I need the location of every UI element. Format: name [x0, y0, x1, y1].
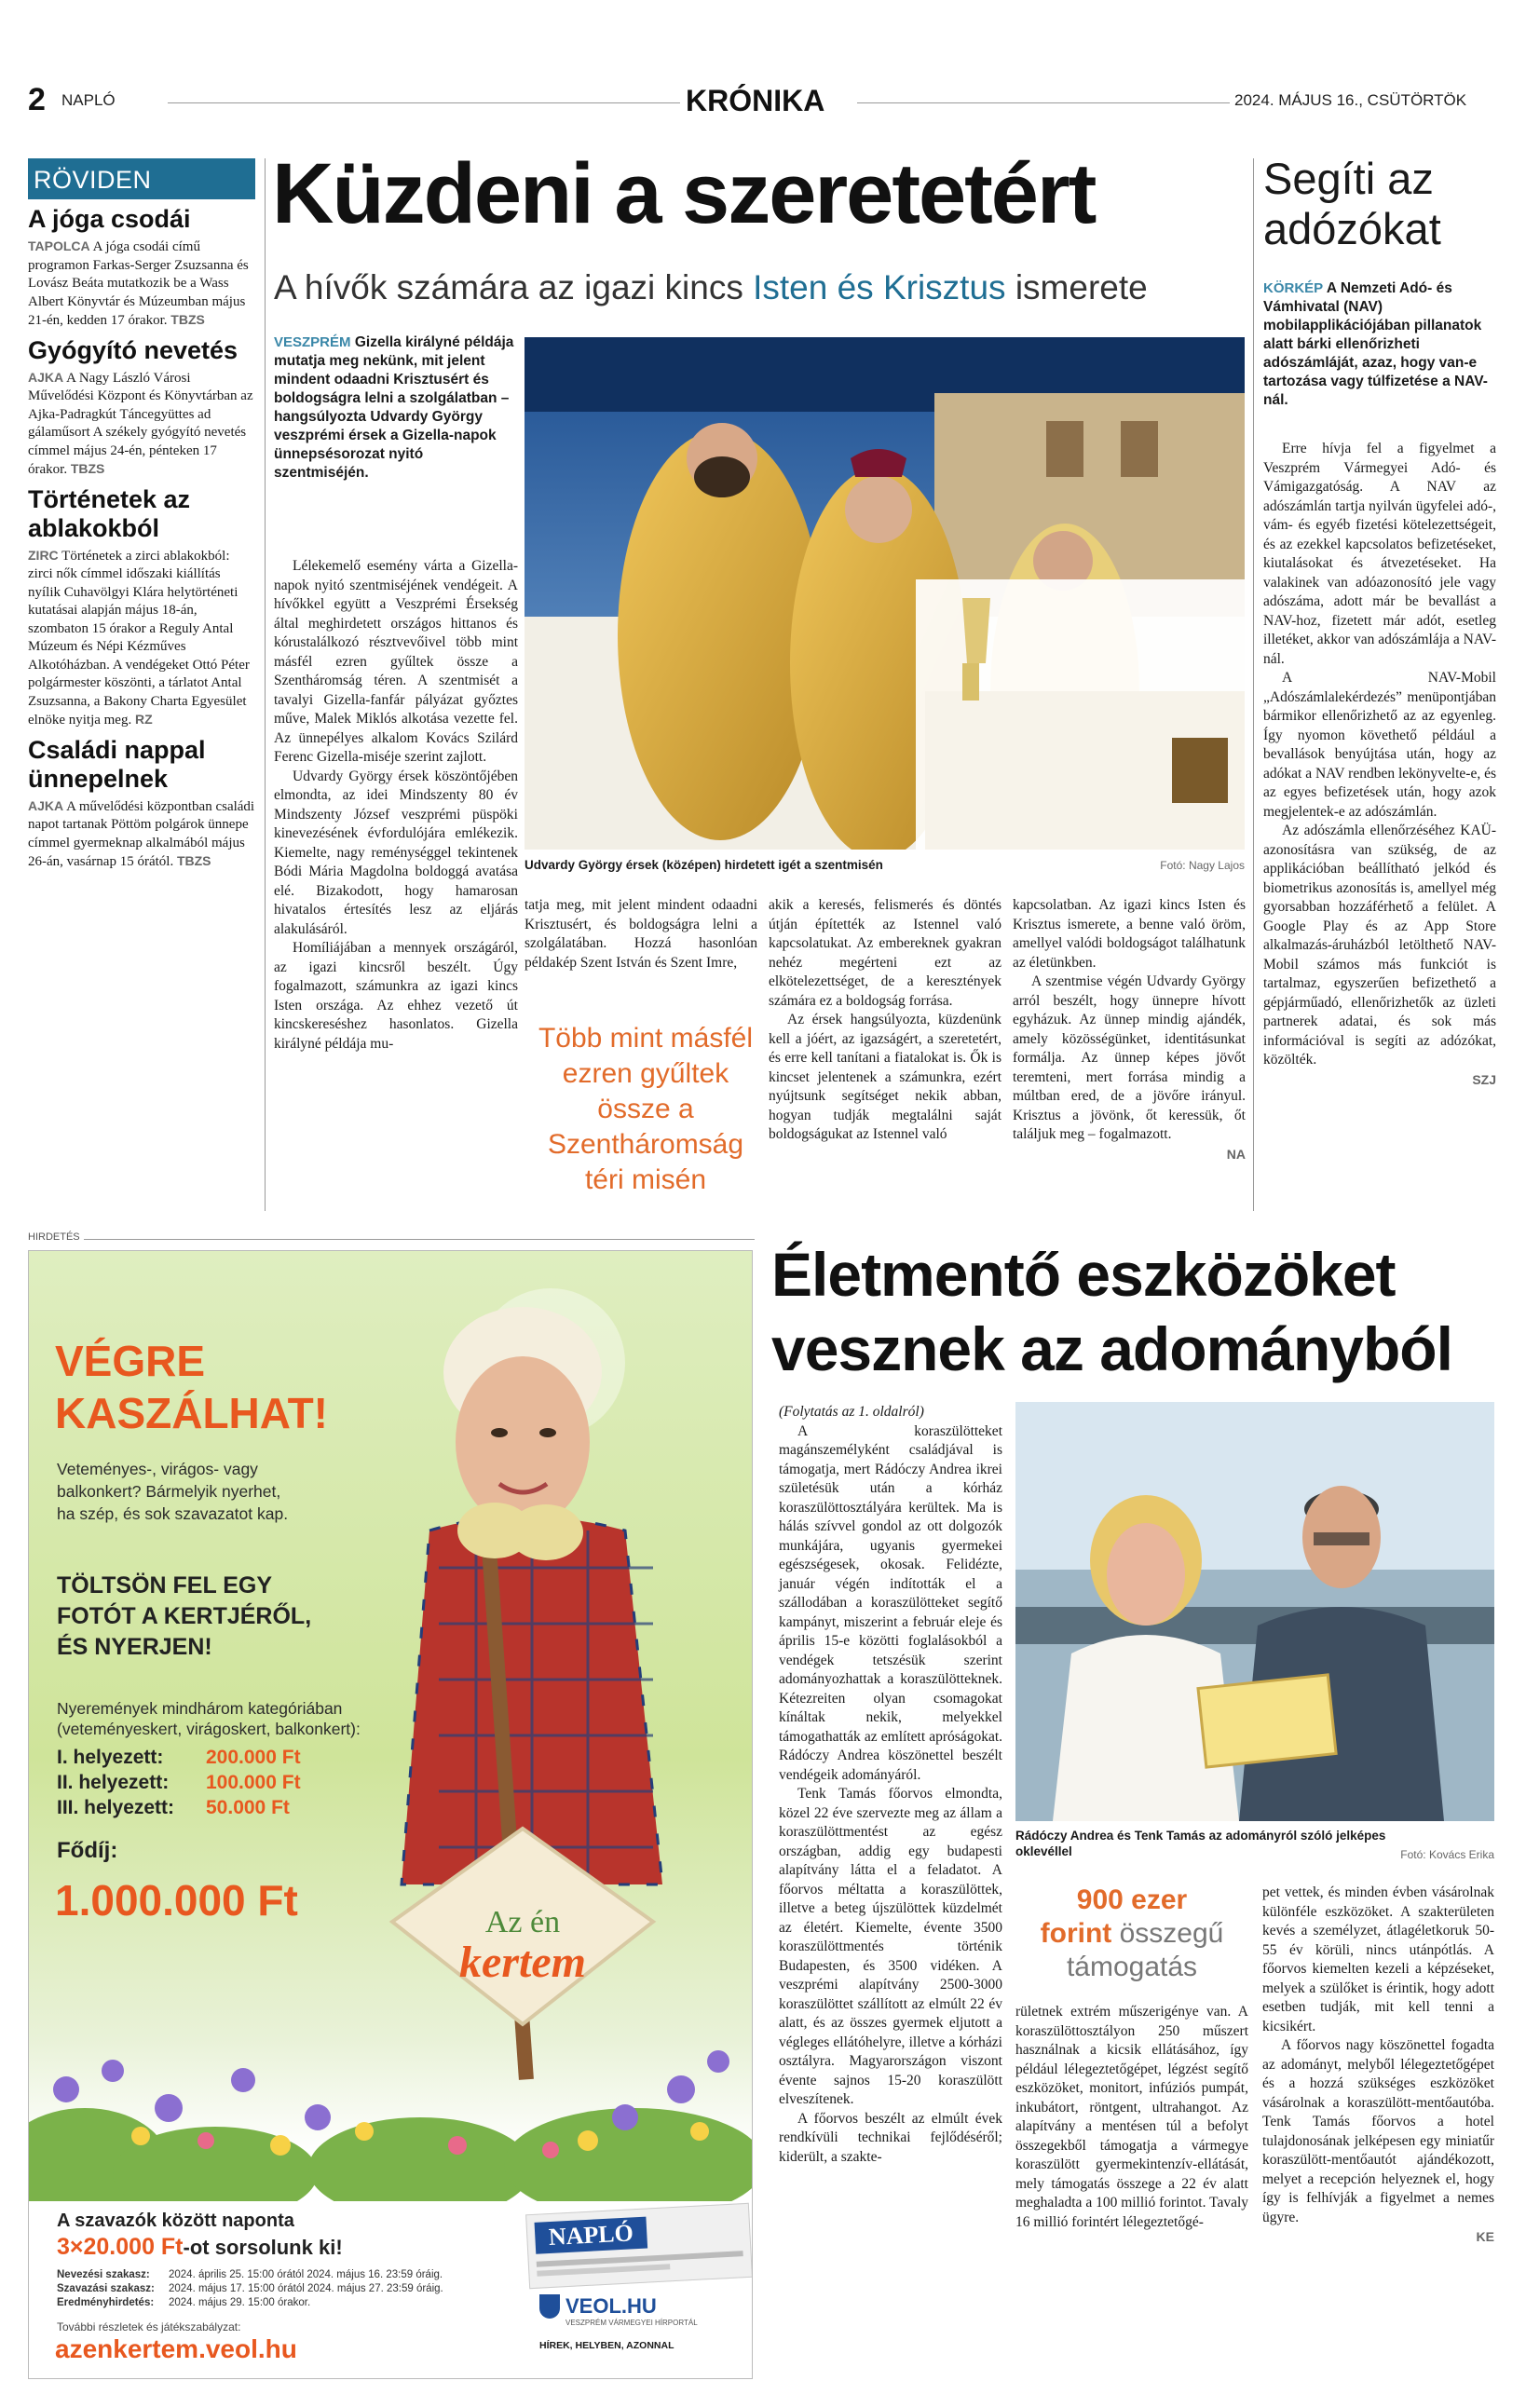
- napló-logo: NAPLÓ: [535, 2217, 648, 2254]
- brief-signature: RZ: [134, 712, 153, 727]
- paper-name: NAPLÓ: [61, 91, 116, 109]
- main-article-subtitle: A hívők számára az igazi kincs Isten és Krisztus ismerete: [274, 268, 1148, 306]
- ad-prize-row: II. helyezett: 100.000 Ft: [57, 1772, 301, 1793]
- second-article-title: Életmentő eszközöket vesznek az adományból: [771, 1240, 1452, 1383]
- veol-logo: VEOL.HU VESZPRÉM VÁRMEGYEI HÍRPORTÁL HÍREK, HELYBEN, AZONNAL: [539, 2294, 698, 2351]
- main-article-lead: VESZPRÉM Gizella királyné példája mutatja meg nekünk, mit jelent mindent odaadni Krisztusért és boldogságra lelni a szolgálatban – hangsúlyozta Udvardy György veszprémi érsek a Gizella-napok ünnepsésorozat nyitó szentmiséjén.: [274, 334, 514, 481]
- ad-newspaper-mock: [525, 2203, 753, 2289]
- brief-title: Történetek az ablakokból: [28, 484, 191, 542]
- brief-text: AJKA A Nagy László Városi Művelődési Központ és Könyvtárban az Ajka-Padragkút Táncegyüttes ad gálaműsort A székely gyógyító nevetés címmel május 24-én, pénteken 17 órakor. TBZS: [28, 369, 253, 477]
- main-article-col1: Lélekemelő esemény várta a Gizella-napok nyitó szentmiséjének vendégeit. A hívőkkel együtt a Veszprémi Érsekség által meghirdetett országos hittanos és kórustalálkozó résztvevőivel több mint másfél ezren gyűltek össze a Szentháromság téren. A szentmisét a tavalyi Gizella-fanfár pályázat győztes műve, Malek Miklós alkotása vezette fel. Az ünnepélyes alkalom Kovács Szilárd Ferenc Gizella-miséje szerint zajlott. Udvardy György érsek köszöntőjében elmondta, az idei Mindszenty 80 év Mindszenty József veszprémi püspöki kinevezésének évfordulójára emlékezik. Kiemelte, nagy reménységgel tekintenek Bódi Mária Magdolna boldoggá avatása elé. Bizakodott, hogy hamarosan hivatalos értesítés lesz az eljárás alakulásáról. Homíliájában a mennyek országáról, az igazi kincsről beszélt. Úgy fogalmazott, számunkra az igazi kincs Isten országa. Az ehhez vezető út kincskereséshez hasonlatos. Gizella királyné példája mu-: [274, 558, 518, 1052]
- mass-photo-credit: Fotó: Nagy Lajos: [1160, 859, 1245, 872]
- ad-label: HIRDETÉS: [28, 1231, 80, 1243]
- mass-photo-caption: Udvardy György érsek (középen) hirdetett igét a szentmisén: [525, 858, 883, 872]
- brief-signature: TBZS: [70, 461, 105, 476]
- donation-photo: [1015, 1402, 1494, 1821]
- ad-label-rule: [84, 1239, 755, 1240]
- page-number: 2: [28, 82, 46, 117]
- second-article-signature: KE: [1476, 2229, 1494, 2244]
- donation-pull-quote: 900 ezer forint összegű támogatás: [1040, 1884, 1224, 1982]
- ad-cta: TÖLTSÖN FEL EGY FOTÓT A KERTJÉRŐL, ÉS NYERJEN!: [57, 1572, 312, 1660]
- mass-photo-illustration: [525, 337, 1245, 850]
- ad-prizes-intro: Nyeremények mindhárom kategóriában (veteményeskert, virágoskert, balkonkert):: [57, 1699, 361, 1738]
- side-article-lead: KÖRKÉP A Nemzeti Adó- és Vámhivatal (NAV) mobilapplikációjában pillanatok alatt bárki ellenőrizheti adószámláját, azaz, hogy van-e tartozása vagy túlfizetése a NAV-nál.: [1263, 280, 1488, 408]
- side-article-signature: SZJ: [1472, 1071, 1496, 1087]
- ad-prize-list: [57, 1745, 429, 1820]
- side-divider: [1253, 158, 1254, 1211]
- brief-item: [28, 336, 255, 480]
- brief-title: Családi nappal ünnepelnek: [28, 735, 206, 793]
- shield-icon: [539, 2294, 560, 2319]
- brief-title: A jóga csodái: [28, 205, 191, 233]
- mass-photo: [525, 337, 1245, 850]
- ad-phase-row: Szavazási szakasz: 2024. május 17. 15:00 órától 2024. május 27. 23:59 óráig.: [57, 2283, 443, 2294]
- briefs-label: RÖVIDEN: [28, 158, 255, 199]
- brief-item: [28, 736, 255, 872]
- briefs-column: [28, 158, 255, 872]
- ad-sign: Az én kertem: [459, 1905, 586, 1987]
- ad-prize-row: I. helyezett: 200.000 Ft: [57, 1747, 301, 1768]
- second-article-col3: pet vettek, és minden évben vásárolnak különféle eszközöket. A szakterületen kevés a személyzet, átlagéletkoruk 50-55 év körüli, nincs utánpótlás. A főorvos kiemelten kezeli a képzéseket, melyek a szülőket is érintik, hogy adott esetben tudják, mit kell tenni a kicsikért. A főorvos nagy köszönettel fogadta az adományt, melyből lélegeztetőgépet és a hozzá szükséges eszközöket vásárolnak a koraszülött-mentőautóba. Tenk Tamás főorvos a hotel tulajdonosának jelképesen egy miniatűr koraszülött-mentőautót ajándékozott, melyet a recepción helyeznek el, hogy így is felhívják a figyelmet a nemes ügyre. KE: [1262, 1884, 1494, 2244]
- ad-headline: VÉGRE KASZÁLHAT!: [55, 1337, 328, 1437]
- brief-text: ZIRC Történetek a zirci ablakokból: zirci nők címmel időszaki kiállítás nyílik Cuhavölgyi Klára helytörténeti kutatásai alapján május 18-án, szombaton 15 órakor a Reguly Antal Múzeum és Népi Kézműves Alkotóházban. A vendégeket Ottó Péter polgármester köszönti, a tárlatot Antal Zsuzsanna, a Bakony Charta Egyesület elnöke nyitja meg. RZ: [28, 547, 250, 728]
- ad-daily-line: A szavazók között naponta: [57, 2211, 294, 2231]
- second-article-col1: (Folytatás az 1. oldalról) A koraszülötteket magánszemélyként családjával is támogatja, mert Rádóczy Andrea ikrei születésük után a kórház koraszülöttosztályára kerültek. Ma is hálás szívvel gondol az ott dolgozók munkájára, ugyanis gyermekei egészségesek, okosak. Felidézte, január végén indították el a szállodában a koraszülötteket segítő kampányt, miszerint a február eleje és április 15-e közötti foglalásokból a vendégek tetszésük szerint adományozhattak a koraszülötteknek. Kétezreiten olyan csomagokat kínáltak nekik, melyekkel támogathatták az említett apróságokat. Rádóczy Andrea köszönettel beszélt vendégeik adományáról. Tenk Tamás főorvos elmondta, közel 22 éve szervezte meg az állam a koraszülöttmentést az egész országban, addig egy budapesti alapítvány látta el a feladatot. A főorvos méltatta a koraszülöttek, illetve a beteg újszülöttek küzdelmét az életért. Kiemelte, évente 3500 koraszülöttmentés történik Budapesten, és 3500 vidéken. A veszprémi alapítvány 2500-3000 koraszülöttet szállított az elmúlt 22 év alatt, és az összes gyermek eljutott a végleges ellátóhelyre, illetve a kórházi osztályra. Magyarországon viszont évente sajnos 15-20 koraszülött elveszítenek. A főorvos beszélt az elmúlt évek rendkívüli technikai fejlődéséről; kiderült, a szakte-: [779, 1404, 1002, 2165]
- second-article-col2: rületnek extrém műszerigénye van. A koraszülöttosztályon 250 műszert használnak a kicsik ellátásához, így például lélegeztetőgépet, légzést segítő eszközöket, monitort, infúziós pumpát, inkubátort, röntgent, ultrahangot. Az alapítvány a mentésen túl a befolyt összegekből támogatja a vármegye koraszülött gyermekintenzív-ellátását, mely támogatás összege a 22 év alatt meghaladta a 100 millió forintot. Tavaly 16 millió forintért lélegeztetőgé-: [1015, 2004, 1249, 2230]
- brief-signature: TBZS: [176, 853, 211, 868]
- ad-phase-row: Eredményhirdetés: 2024. május 29. 15:00 órakor.: [57, 2297, 311, 2308]
- main-article-signature: NA: [1226, 1146, 1246, 1162]
- ad-more-info: További részletek és játékszabályzat:: [57, 2320, 241, 2333]
- ad-url[interactable]: azenkertem.veol.hu: [55, 2334, 297, 2363]
- main-article-col3: akik a keresés, felismerés és döntés útján építették az Istennel való kapcsolatukat. Az embereknek gyakran nehéz megérteni ezt az elkötelezettséget, de a keresztények számára ez a boldogság forrása. Az érsek hangsúlyozta, küzdenünk kell a jóért, az igazságért, a szeretetért, és erre kell tanítani a fiatalokat is. Ők is kincset jelentenek a számunkra, ezért nyújtsunk segítséget nekik abban, hogyan tudják megtalálni saját boldogságukat az Istennel való: [769, 897, 1001, 1142]
- section-title: KRÓNIKA: [686, 84, 825, 117]
- brief-item: [28, 205, 255, 331]
- ad-daily-prize: 3×20.000 Ft-ot sorsolunk ki!: [57, 2234, 343, 2260]
- issue-date: 2024. MÁJUS 16., CSÜTÖRTÖK: [1234, 91, 1467, 109]
- donation-photo-illustration: [1015, 1402, 1494, 1821]
- advertisement: [28, 1250, 753, 2379]
- brief-item: [28, 485, 255, 730]
- brief-text: AJKA A művelődési központban családi napot tartanak Pöttöm polgárok ünnepe címmel gyermeknap alkalmából május 26-án, vasárnap 15 órától. TBZS: [28, 797, 255, 869]
- ad-main-prize-amount: 1.000.000 Ft: [55, 1876, 298, 1925]
- header-rule-left: [168, 102, 680, 103]
- pull-quote: Több mint másfél ezren gyűltek össze a Szentháromság téri misén: [538, 1023, 754, 1195]
- ad-prize-row: III. helyezett: 50.000 Ft: [57, 1797, 290, 1818]
- brief-text: TAPOLCA A jóga csodái című programon Farkas-Serger Zsuzsanna és Lovász Beáta mutatkozik be a Wass Albert Könyvtár és Múzeumban május 21-én, kedden 17 órakor. TBZS: [28, 238, 249, 328]
- ad-intro: Veteményes-, virágos- vagy balkonkert? Bármelyik nyerhet, ha szép, és sok szavazatot kap.: [57, 1460, 289, 1523]
- main-article-col2: tatja meg, mit jelent mindent odaadni Krisztusért, és boldogságra lelni a szolgálatában. Hozzá hasonlóan példakép Szent István és Szent Imre,: [525, 897, 757, 971]
- donation-photo-credit: Fotó: Kovács Erika: [1400, 1848, 1494, 1861]
- side-article-title: Segíti az adózókat: [1263, 154, 1441, 253]
- header-rule-right: [857, 102, 1230, 103]
- ad-main-prize-label: Fődíj:: [57, 1838, 118, 1863]
- briefs-divider: [265, 158, 266, 1211]
- ad-phase-row: Nevezési szakasz: 2024. április 25. 15:00 órától 2024. május 16. 23:59 óráig.: [57, 2269, 443, 2280]
- side-article-body: Erre hívja fel a figyelmet a Veszprém Vármegyei Adó- és Vámigazgatóság. A NAV az adószámlán tartja nyilván ügyfelei adó-, vám- és egyéb fizetési kötelezettségeit, és az ezekkel kapcsolatos befizetéseket, kiutalásokat és átvezetéseket. Ha valakinek van adóazonosító jele vagy adószáma, adott már be bevallást a NAV-hoz, fizetett már adót, esetleg illetéket, akkor van adószámlája a NAV-nál. A NAV-Mobil „Adószámlalekérdezés” menüpontjában bármikor ellenőrizhető az az egyenleg. Így nyomon követhető például a bevallások benyújtása után, hogy az adókat a NAV rendben lekönyvelte-e, és az egyes befizetések után, hogy azok megjelentek-e az adószámlán. Az adószámla ellenőrzéséhez KAÜ-azonosításra van szükség, de az applikációban beállítható jelkód és biometrikus azonosítás is, amellyel még gyorsabban hozzáférhető a felület. A Google Play és az App Store alkalmazás-áruházból letölthető NAV-Mobil számos más funkciót is tartalmaz, egyszerűen befizethető a gépjárműadó, ellenőrizhetők az üzleti partnerek adatai, és sok más információval is segíti az adózókat, közölték. SZJ: [1263, 441, 1496, 1087]
- donation-photo-caption: Rádóczy Andrea és Tenk Tamás az adományról szóló jelképes oklevéllel: [1015, 1829, 1386, 1858]
- main-article-title: Küzdeni a szeretetért: [272, 146, 1096, 241]
- ad-phases: [57, 2268, 443, 2310]
- main-article-col4: kapcsolatban. Az igazi kincs Isten és Krisztus ismerete, a benne való öröm, amellyel valódi boldogságot találhatunk az életünkben. A szentmise végén Udvardy György arról beszélt, hogy ünnepre hívott egyházuk. Az ünnep mindig ajándék, amely közösségünket, identitásunkat formálja. Az ünnep képes jövőt teremteni, mert forrása mindig a múltban ered, de a jövőre irányul. Krisztus a jövönk, őt keressük, őt találjuk meg – fogalmazott. NA: [1013, 897, 1246, 1162]
- brief-title: Gyógyító nevetés: [28, 335, 238, 364]
- brief-signature: TBZS: [170, 312, 205, 327]
